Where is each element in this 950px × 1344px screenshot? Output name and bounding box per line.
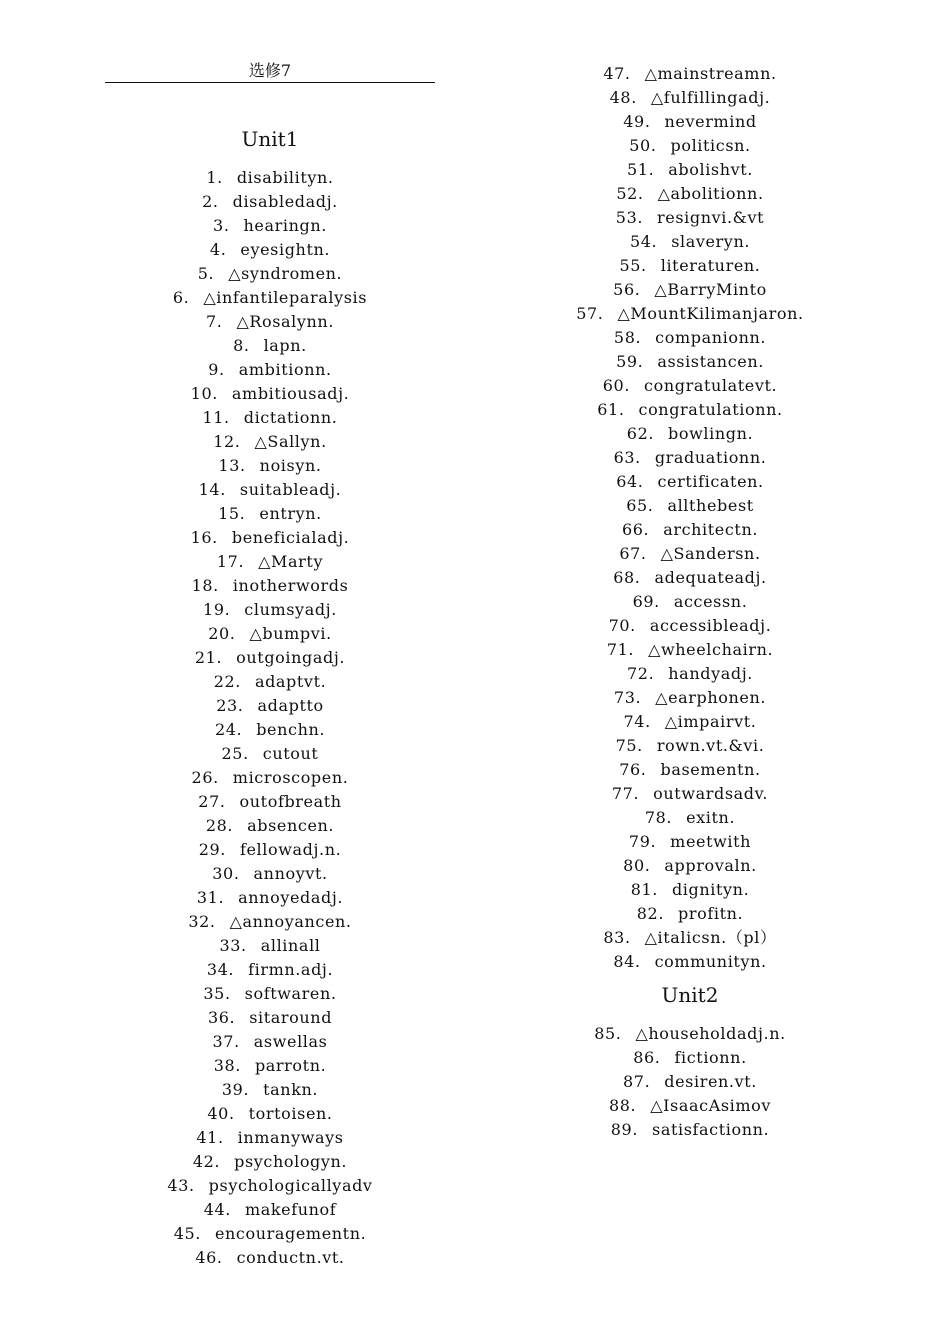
word-entry: [105, 1102, 435, 1126]
word-entry: [105, 454, 435, 478]
entry-number: 29.: [198, 840, 226, 859]
word-entry: [540, 326, 840, 350]
word-entry: [105, 286, 435, 310]
word-entry: [540, 494, 840, 518]
word-entry: [105, 430, 435, 454]
word-entry: [105, 1198, 435, 1222]
entry-word: allthebest: [667, 496, 754, 515]
entry-word: aswellas: [253, 1032, 328, 1051]
entry-number: 1.: [206, 168, 223, 187]
entry-word: desiren.vt.: [664, 1072, 757, 1091]
entry-word: approvaln.: [664, 856, 757, 875]
entry-number: 13.: [218, 456, 246, 475]
entry-number: 48.: [609, 88, 637, 107]
word-entry: [105, 742, 435, 766]
entry-word: △Rosalynn.: [236, 312, 335, 331]
entry-number: 76.: [619, 760, 647, 779]
entry-word: makefunof: [244, 1200, 337, 1219]
entry-number: 62.: [626, 424, 655, 443]
word-entry: [540, 302, 840, 326]
entry-word: △infantileparalysis: [203, 288, 368, 307]
entry-number: 30.: [212, 864, 240, 883]
entry-number: 42.: [192, 1152, 221, 1171]
entry-number: 47.: [603, 64, 631, 83]
word-entry: [540, 182, 840, 206]
entry-word: △wheelchairn.: [648, 640, 774, 659]
word-entry: [540, 854, 840, 878]
entry-number: 61.: [597, 400, 625, 419]
word-entry: [105, 1054, 435, 1078]
word-entry: [540, 86, 840, 110]
unit2-heading: Unit2: [661, 983, 719, 1007]
entry-word: adaptto: [257, 696, 324, 715]
unit1-heading: Unit1: [241, 127, 299, 151]
entry-word: outwardsadv.: [653, 784, 769, 803]
entry-word: satisfactionn.: [652, 1120, 770, 1139]
word-entry: [105, 670, 435, 694]
entry-number: 10.: [190, 384, 218, 403]
entry-number: 82.: [636, 904, 665, 923]
entry-word: inotherwords: [232, 576, 349, 595]
entry-word: △householdadj.n.: [635, 1024, 786, 1043]
entry-word: beneficialadj.: [231, 528, 350, 547]
entry-word: conductn.vt.: [236, 1248, 345, 1267]
entry-number: 60.: [602, 376, 631, 395]
word-entry: [105, 358, 435, 382]
word-entry: [105, 766, 435, 790]
unit1-word-list-left: [105, 166, 435, 1270]
word-entry: [105, 1078, 435, 1102]
entry-word: certificaten.: [657, 472, 764, 491]
word-entry: [105, 598, 435, 622]
word-entry: [105, 1222, 435, 1246]
entry-number: 84.: [613, 952, 641, 971]
word-entry: [540, 278, 840, 302]
entry-number: 78.: [644, 808, 673, 827]
entry-number: 16.: [190, 528, 218, 547]
entry-word: softwaren.: [244, 984, 337, 1003]
entry-word: congratulationn.: [638, 400, 783, 419]
word-entry: [105, 1006, 435, 1030]
entry-number: 20.: [208, 624, 236, 643]
entry-word: basementn.: [660, 760, 761, 779]
word-entry: [540, 710, 840, 734]
entry-word: entryn.: [259, 504, 322, 523]
word-entry: [540, 566, 840, 590]
entry-word: △syndromen.: [228, 264, 343, 283]
entry-number: 14.: [198, 480, 226, 499]
entry-word: architectn.: [663, 520, 759, 539]
word-entry: [105, 406, 435, 430]
entry-number: 40.: [207, 1104, 235, 1123]
word-entry: [105, 238, 435, 262]
entry-word: △impairvt.: [664, 712, 757, 731]
word-entry: [540, 1070, 840, 1094]
entry-number: 58.: [613, 328, 642, 347]
entry-word: politicsn.: [670, 136, 751, 155]
word-entry: [105, 310, 435, 334]
entry-word: sitaround: [249, 1008, 333, 1027]
word-entry: [540, 806, 840, 830]
entry-number: 8.: [233, 336, 250, 355]
entry-word: exitn.: [686, 808, 736, 827]
entry-word: dictationn.: [243, 408, 338, 427]
entry-word: absencen.: [247, 816, 335, 835]
entry-number: 19.: [203, 600, 231, 619]
entry-number: 59.: [616, 352, 644, 371]
entry-word: ambitionn.: [238, 360, 332, 379]
entry-word: annoyvt.: [253, 864, 328, 883]
word-entry: [105, 190, 435, 214]
entry-number: 87.: [623, 1072, 651, 1091]
entry-word: disabledadj.: [232, 192, 338, 211]
word-entry: [540, 254, 840, 278]
entry-word: △IsaacAsimov: [650, 1096, 772, 1115]
word-entry: [540, 662, 840, 686]
entry-word: companionn.: [655, 328, 767, 347]
entry-word: abolishvt.: [668, 160, 753, 179]
entry-number: 72.: [627, 664, 655, 683]
word-entry: [540, 350, 840, 374]
entry-word: noisyn.: [259, 456, 322, 475]
entry-number: 21.: [194, 648, 223, 667]
word-entry: [540, 782, 840, 806]
entry-number: 28.: [205, 816, 234, 835]
unit2-word-list: [540, 1022, 840, 1142]
word-entry: [540, 374, 840, 398]
entry-word: rown.vt.&vi.: [656, 736, 765, 755]
entry-word: adequateadj.: [654, 568, 767, 587]
word-entry: [540, 1046, 840, 1070]
entry-word: ambitiousadj.: [231, 384, 350, 403]
entry-number: 41.: [196, 1128, 224, 1147]
entry-number: 39.: [221, 1080, 250, 1099]
entry-word: tortoisen.: [248, 1104, 333, 1123]
entry-number: 74.: [623, 712, 651, 731]
entry-word: accessn.: [673, 592, 748, 611]
entry-number: 56.: [613, 280, 641, 299]
entry-number: 52.: [616, 184, 644, 203]
word-entry: [540, 158, 840, 182]
entry-word: bowlingn.: [668, 424, 754, 443]
word-entry: [105, 478, 435, 502]
entry-number: 24.: [214, 720, 243, 739]
entry-number: 37.: [212, 1032, 240, 1051]
entry-number: 11.: [202, 408, 230, 427]
word-entry: [540, 446, 840, 470]
entry-word: nevermind: [664, 112, 757, 131]
word-entry: [105, 982, 435, 1006]
entry-number: 27.: [198, 792, 226, 811]
word-entry: [105, 622, 435, 646]
entry-word: △Sallyn.: [254, 432, 327, 451]
word-entry: [540, 1022, 840, 1046]
entry-number: 32.: [188, 912, 216, 931]
word-entry: [540, 902, 840, 926]
unit1-word-list-right: [540, 62, 840, 974]
word-entry: [105, 694, 435, 718]
entry-word: △earphonen.: [655, 688, 767, 707]
entry-number: 2.: [202, 192, 219, 211]
entry-number: 57.: [576, 304, 604, 323]
entry-word: dignityn.: [671, 880, 750, 899]
word-entry: [105, 1174, 435, 1198]
word-entry: [540, 614, 840, 638]
entry-word: △BarryMinto: [654, 280, 767, 299]
word-entry: [540, 398, 840, 422]
entry-number: 44.: [203, 1200, 231, 1219]
entry-word: assistancen.: [657, 352, 764, 371]
word-entry: [540, 518, 840, 542]
word-entry: [540, 926, 840, 950]
entry-number: 35.: [203, 984, 231, 1003]
entry-number: 6.: [172, 288, 190, 307]
word-entry: [105, 718, 435, 742]
entry-word: profitn.: [678, 904, 744, 923]
entry-number: 33.: [219, 936, 247, 955]
word-entry: [105, 838, 435, 862]
word-entry: [540, 542, 840, 566]
entry-word: tankn.: [263, 1080, 319, 1099]
entry-word: △Sandersn.: [660, 544, 761, 563]
entry-number: 43.: [167, 1176, 195, 1195]
entry-word: inmanyways: [237, 1128, 344, 1147]
entry-word: firmn.adj.: [248, 960, 334, 979]
entry-word: meetwith: [670, 832, 752, 851]
word-entry: [540, 422, 840, 446]
entry-number: 81.: [630, 880, 658, 899]
entry-number: 64.: [616, 472, 644, 491]
entry-word: resignvi.&vt: [657, 208, 765, 227]
entry-number: 9.: [208, 360, 225, 379]
entry-word: △italicsn.（pl）: [644, 928, 777, 947]
entry-number: 7.: [205, 312, 223, 331]
entry-number: 26.: [191, 768, 219, 787]
word-entry: [540, 734, 840, 758]
entry-word: annoyedadj.: [238, 888, 344, 907]
entry-word: graduationn.: [654, 448, 767, 467]
entry-number: 83.: [603, 928, 631, 947]
word-entry: [105, 502, 435, 526]
entry-number: 3.: [213, 216, 230, 235]
entry-word: disabilityn.: [236, 168, 334, 187]
entry-word: △mainstreamn.: [644, 64, 777, 83]
entry-word: fellowadj.n.: [239, 840, 342, 859]
entry-word: △annoyancen.: [229, 912, 352, 931]
word-entry: [540, 758, 840, 782]
word-entry: [540, 470, 840, 494]
entry-word: microscopen.: [232, 768, 349, 787]
entry-number: 54.: [629, 232, 658, 251]
entry-word: fictionn.: [674, 1048, 747, 1067]
word-entry: [105, 1126, 435, 1150]
entry-number: 63.: [613, 448, 641, 467]
word-entry: [540, 950, 840, 974]
word-entry: [540, 230, 840, 254]
entry-number: 79.: [628, 832, 657, 851]
entry-number: 77.: [611, 784, 640, 803]
word-entry: [105, 1150, 435, 1174]
entry-word: psychologyn.: [234, 1152, 348, 1171]
entry-number: 70.: [608, 616, 636, 635]
entry-number: 51.: [627, 160, 655, 179]
word-entry: [105, 1030, 435, 1054]
word-entry: [540, 1094, 840, 1118]
entry-number: 18.: [191, 576, 219, 595]
entry-number: 5.: [197, 264, 215, 283]
entry-word: outofbreath: [239, 792, 342, 811]
word-entry: [540, 686, 840, 710]
word-entry: [540, 1118, 840, 1142]
entry-number: 53.: [615, 208, 644, 227]
entry-number: 66.: [621, 520, 650, 539]
entry-number: 69.: [632, 592, 660, 611]
word-entry: [540, 878, 840, 902]
word-entry: [105, 862, 435, 886]
entry-word: slaveryn.: [671, 232, 751, 251]
entry-word: △bumpvi.: [249, 624, 332, 643]
entry-number: 88.: [608, 1096, 637, 1115]
word-entry: [540, 62, 840, 86]
word-entry: [105, 526, 435, 550]
entry-word: clumsyadj.: [244, 600, 337, 619]
entry-word: △fulfillingadj.: [650, 88, 771, 107]
entry-word: △MountKilimanjaron.: [617, 304, 804, 323]
entry-number: 67.: [619, 544, 647, 563]
entry-word: △Marty: [258, 552, 324, 571]
entry-word: hearingn.: [243, 216, 327, 235]
entry-number: 85.: [594, 1024, 622, 1043]
entry-word: handyadj.: [668, 664, 753, 683]
word-entry: [105, 550, 435, 574]
entry-word: benchn.: [256, 720, 326, 739]
word-entry: [540, 830, 840, 854]
word-entry: [105, 574, 435, 598]
document-title: 选修7: [105, 62, 435, 83]
entry-word: cutout: [262, 744, 319, 763]
entry-number: 23.: [216, 696, 244, 715]
entry-number: 65.: [626, 496, 654, 515]
word-entry: [105, 646, 435, 670]
entry-word: encouragementn.: [214, 1224, 367, 1243]
entry-number: 4.: [209, 240, 227, 259]
word-entry: [540, 638, 840, 662]
entry-word: psychologicallyadv: [208, 1176, 373, 1195]
entry-number: 89.: [610, 1120, 639, 1139]
word-entry: [540, 590, 840, 614]
entry-number: 71.: [606, 640, 635, 659]
entry-number: 22.: [213, 672, 241, 691]
entry-word: literaturen.: [660, 256, 761, 275]
entry-word: parrotn.: [254, 1056, 327, 1075]
word-entry: [105, 790, 435, 814]
word-entry: [105, 262, 435, 286]
entry-word: eyesightn.: [240, 240, 331, 259]
entry-number: 75.: [615, 736, 643, 755]
word-entry: [105, 382, 435, 406]
entry-number: 73.: [613, 688, 642, 707]
word-entry: [105, 910, 435, 934]
entry-word: adaptvt.: [254, 672, 327, 691]
word-entry: [105, 814, 435, 838]
entry-word: communityn.: [654, 952, 767, 971]
word-entry: [105, 958, 435, 982]
entry-number: 31.: [196, 888, 225, 907]
entry-number: 36.: [207, 1008, 236, 1027]
word-entry: [540, 110, 840, 134]
entry-word: suitableadj.: [239, 480, 342, 499]
entry-number: 38.: [213, 1056, 241, 1075]
entry-number: 86.: [633, 1048, 661, 1067]
entry-word: lapn.: [263, 336, 307, 355]
word-entry: [105, 1246, 435, 1270]
word-entry: [540, 206, 840, 230]
entry-number: 68.: [613, 568, 641, 587]
entry-number: 45.: [173, 1224, 201, 1243]
entry-word: accessibleadj.: [649, 616, 772, 635]
entry-number: 55.: [619, 256, 647, 275]
word-entry: [105, 166, 435, 190]
entry-number: 25.: [221, 744, 249, 763]
word-entry: [105, 334, 435, 358]
entry-number: 34.: [206, 960, 235, 979]
entry-number: 50.: [629, 136, 657, 155]
entry-word: outgoingadj.: [236, 648, 346, 667]
word-entry: [105, 934, 435, 958]
entry-number: 12.: [213, 432, 241, 451]
entry-word: △abolitionn.: [657, 184, 764, 203]
entry-word: congratulatevt.: [644, 376, 778, 395]
entry-word: allinall: [260, 936, 321, 955]
entry-number: 15.: [218, 504, 246, 523]
word-entry: [540, 134, 840, 158]
entry-number: 80.: [623, 856, 651, 875]
entry-number: 49.: [623, 112, 651, 131]
entry-number: 17.: [216, 552, 245, 571]
word-entry: [105, 886, 435, 910]
entry-number: 46.: [195, 1248, 223, 1267]
word-entry: [105, 214, 435, 238]
